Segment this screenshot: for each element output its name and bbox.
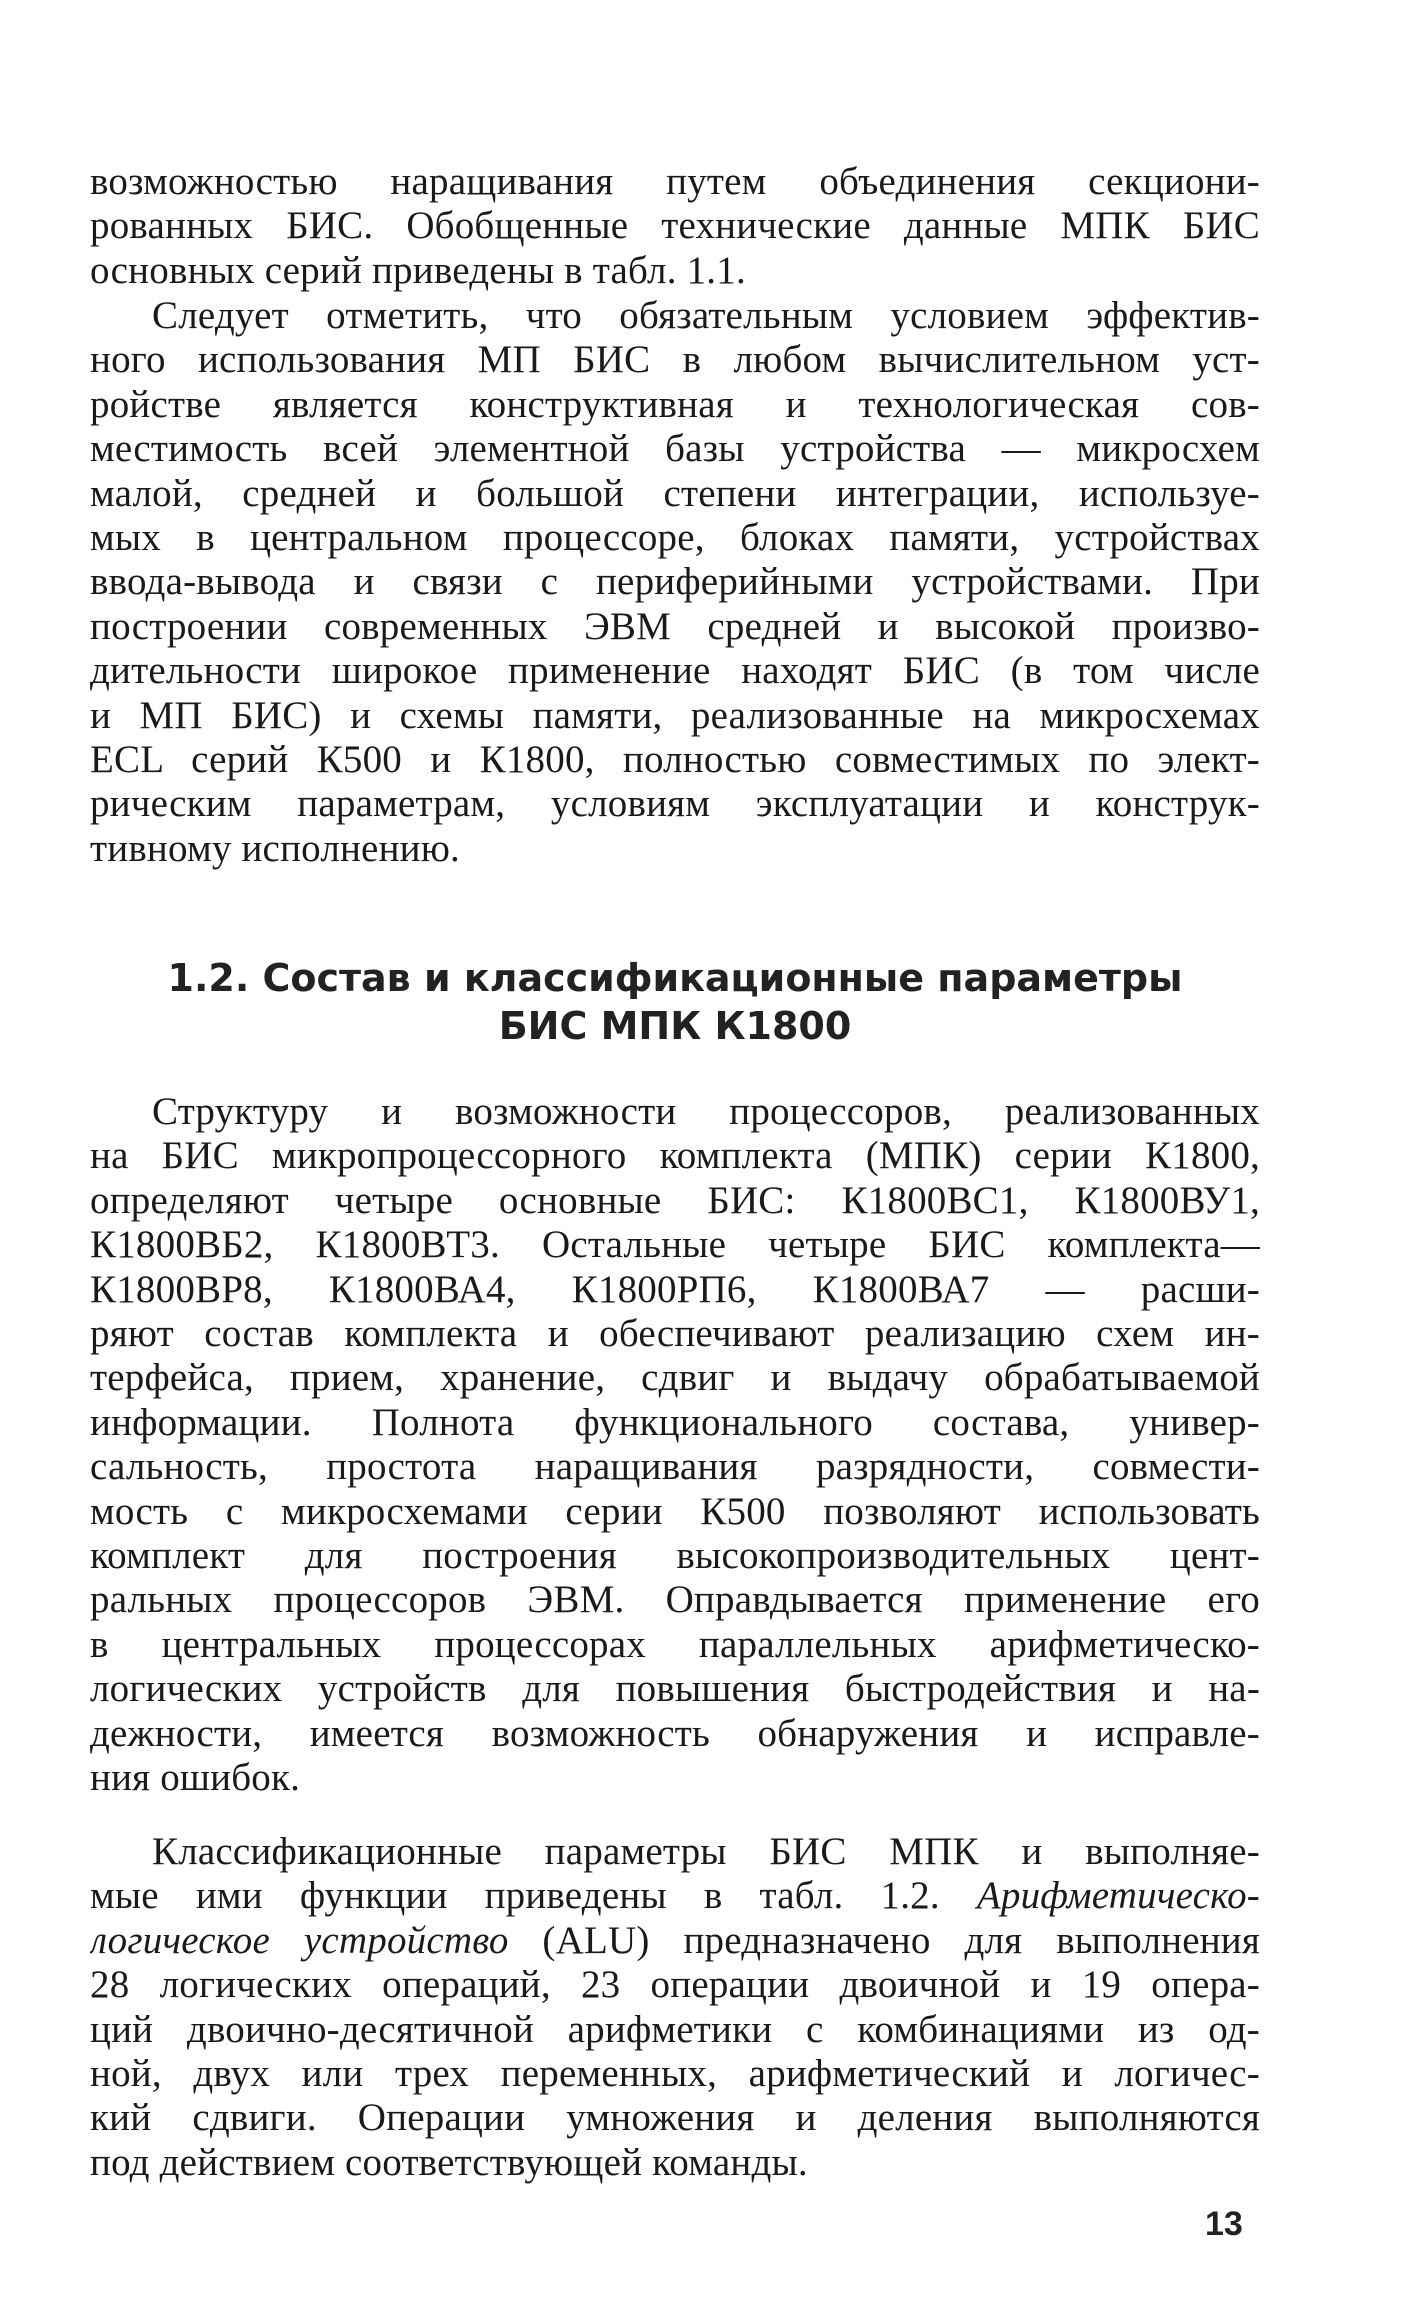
text-line-mixed — [90, 1919, 1260, 1963]
text-line: рованных БИС. Обобщенные технические данные МПК БИС — [90, 204, 1260, 248]
text-line: ного использования МП БИС в любом вычислительном уст- — [90, 338, 1260, 382]
paragraph-compatibility — [90, 294, 1260, 871]
text-segment: (ALU) предназначено для выполнения — [508, 1918, 1260, 1962]
text-line-mixed — [90, 1874, 1260, 1918]
text-line: дежности, имеется возможность обнаружения и исправле- — [90, 1711, 1260, 1755]
text-line: ций двоично-десятичной арифметики с комбинациями из од- — [90, 2007, 1260, 2051]
text-line: Классификационные параметры БИС МПК и выполняе- — [152, 1830, 1260, 1873]
section-heading-subtitle: БИС МПК К1800 — [498, 1004, 852, 1048]
text-line: построении современных ЭВМ средней и высокой произво- — [90, 604, 1260, 648]
text-line: рическим параметрам, условиям эксплуатации и конструк- — [90, 782, 1260, 826]
text-line: дительности широкое применение находят БИС (в том числе — [90, 649, 1260, 693]
paragraph-alu — [90, 1830, 1260, 2185]
text-line: малой, средней и большой степени интеграции, используе- — [90, 471, 1260, 515]
text-line: возможностью наращивания путем объединения секциони- — [90, 160, 1260, 203]
text-line: ния ошибок. — [90, 1756, 301, 1800]
text-line: ECL серий К500 и К1800, полностью совместимых по элект- — [90, 738, 1260, 782]
text-line: ввода-вывода и связи с периферийными устройствами. При — [90, 560, 1260, 604]
text-line: К1800ВБ2, К1800ВТ3. Остальные четыре БИС комплекта— — [90, 1223, 1260, 1267]
text-line: логических устройств для повышения быстродействия и на- — [90, 1667, 1260, 1711]
text-line: терфейса, прием, хранение, сдвиг и выдачу обрабатываемой — [90, 1356, 1260, 1400]
paragraph-intro — [90, 160, 1260, 293]
text-line: ной, двух или трех переменных, арифметический и логичес- — [90, 2052, 1260, 2096]
italic-term: логическое устройство — [90, 1918, 509, 1962]
text-line: тивному исполнению. — [90, 826, 460, 870]
section-heading: 1.2. Состав и классификационные параметры — [167, 956, 1183, 1000]
text-line: ройстве является конструктивная и технологическая сов- — [90, 382, 1260, 426]
page-number: 13 — [1205, 2205, 1243, 2243]
text-line: под действием соответствующей команды. — [90, 2140, 808, 2184]
text-line: мых в центральном процессоре, блоках памяти, устройствах — [90, 516, 1260, 560]
text-line: в центральных процессорах параллельных арифметическо- — [90, 1622, 1260, 1666]
text-line: определяют четыре основные БИС: К1800ВС1, К1800ВУ1, — [90, 1178, 1260, 1222]
text-line: местимость всей элементной базы устройства — микросхем — [90, 427, 1260, 471]
text-line: и МП БИС) и схемы памяти, реализованные на микросхемах — [90, 693, 1260, 737]
paragraph-structure — [90, 1090, 1260, 1801]
text-line: сальность, простота наращивания разрядности, совмести- — [90, 1445, 1260, 1489]
text-line: Структуру и возможности процессоров, реализованных — [152, 1090, 1260, 1133]
text-segment: мые ими функции приведены в табл. 1.2. — [90, 1874, 977, 1918]
text-line: основных серий приведены в табл. 1.1. — [90, 248, 746, 292]
text-line: мость с микросхемами серии К500 позволяют использовать — [90, 1489, 1260, 1533]
italic-term: Арифметическо- — [976, 1874, 1260, 1918]
text-line: 28 логических операций, 23 операции двоичной и 19 опера- — [90, 1963, 1260, 2007]
text-line: Следует отметить, что обязательным условием эффектив- — [152, 294, 1260, 337]
text-line: информации. Полнота функционального состава, универ- — [90, 1400, 1260, 1444]
text-line: кий сдвиги. Операции умножения и деления выполняются — [90, 2096, 1260, 2140]
text-line: ряют состав комплекта и обеспечивают реализацию схем ин- — [90, 1312, 1260, 1356]
text-line: комплект для построения высокопроизводительных цент- — [90, 1534, 1260, 1578]
text-line: ральных процессоров ЭВМ. Оправдывается применение его — [90, 1578, 1260, 1622]
text-line: К1800ВР8, К1800ВА4, К1800РП6, К1800ВА7 — расши- — [90, 1267, 1260, 1311]
text-line: на БИС микропроцессорного комплекта (МПК) серии К1800, — [90, 1134, 1260, 1178]
